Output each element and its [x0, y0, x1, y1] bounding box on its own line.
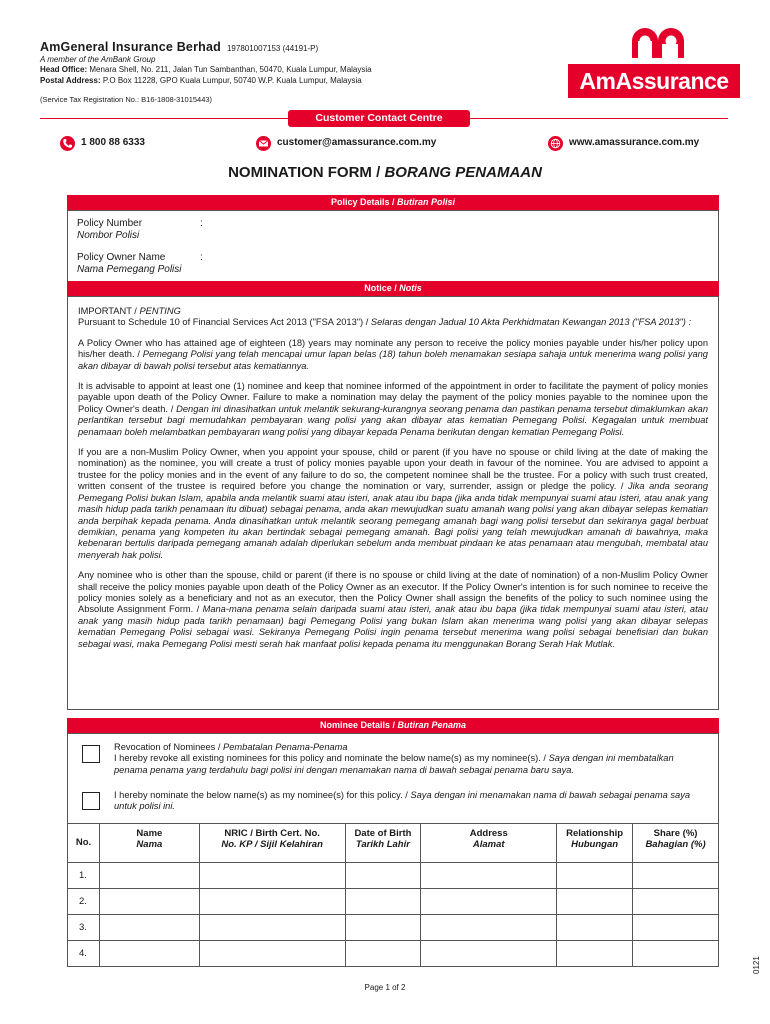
name-cell[interactable]	[99, 863, 199, 889]
head-office-address: Menara Shell, No. 211, Jalan Tun Sambanthan, 50470, Kuala Lumpur, Malaysia	[89, 65, 372, 74]
nric-cell[interactable]	[199, 889, 345, 915]
policy-details-bar-ms: Butiran Polisi	[397, 197, 456, 207]
share-cell[interactable]	[633, 863, 719, 889]
notice-paragraph-3	[78, 447, 708, 561]
revocation-checkbox[interactable]	[82, 745, 100, 763]
relationship-cell[interactable]	[557, 941, 633, 967]
p0-ms: Selaras dengan Jadual 10 Akta Perkhidmatan Kewangan 2013 ("FSA 2013") :	[370, 317, 692, 328]
amassurance-wordmark: AmAssurance	[568, 64, 740, 98]
form-version-code: 0121	[752, 956, 761, 974]
nominee-table	[67, 823, 719, 967]
policy-number-label-ms: Nombor Polisi	[77, 230, 140, 241]
col-nric-en: NRIC / Birth Cert. No.	[224, 828, 320, 839]
owner-name-field[interactable]: :	[200, 252, 203, 263]
row-number: 2.	[68, 889, 100, 915]
nominee-details-bar	[67, 718, 719, 733]
p4-ms: Mana-mana penama selain daripada suami atau isteri, anak atau ibu bapa (jika tidak mempunyai suami atau isteri, atau anak yang masih hidup pada tarikh penamaan) bagi Pemegang Polisi yang bukan Islam akan menerima wang polisi yang akan dibayar selepas kematian Pemegang Polisi sebagai wasi. Sekiranya Pemegang Polisi ingin penama tersebut menerima wang polisi sebagai benefisiari dan bukan sebagai wasi, maka Pemegang Polisi mesti serah hak manfaat polisi kepada penama itu menggunakan Borang Serah Hak Mutlak.	[78, 604, 708, 649]
contact-email	[256, 135, 436, 151]
col-dob-en: Date of Birth	[354, 828, 412, 839]
notice-paragraph-2	[78, 381, 708, 438]
company-header	[40, 42, 560, 106]
col-name	[99, 824, 199, 863]
table-row	[68, 941, 719, 967]
col-nric-ms: No. KP / Sijil Kelahiran	[221, 839, 323, 850]
p0-en: Pursuant to Schedule 10 of Financial Services Act 2013 ("FSA 2013") /	[78, 317, 371, 328]
dob-cell[interactable]	[345, 915, 421, 941]
dob-cell[interactable]	[345, 941, 421, 967]
address-cell[interactable]	[421, 941, 557, 967]
col-share	[633, 824, 719, 863]
name-cell[interactable]	[99, 889, 199, 915]
name-cell[interactable]	[99, 941, 199, 967]
postal-address-label: Postal Address:	[40, 75, 101, 85]
col-no: No.	[68, 824, 100, 863]
share-cell[interactable]	[633, 915, 719, 941]
relationship-cell[interactable]	[557, 889, 633, 915]
p3-ms: Jika anda seorang Pemegang Polisi bukan Islam, apabila anda melantik suami atau isteri, anak atau ibu bapa (jika anda tidak mempunyai suami atau isteri, atau anak yang masih hidup pada tarikh penamaan itu dibuat) sebagai penama, anda akan mewujudkan suatu amanah wang polisi yang akan dibayar selepas kematian anda berpihak kepada penama. Anda dinasihatkan untuk melantik seorang pemegang amanah bagi wang polisi tersebut dan sekiranya gagal berbuat demikian, penama yang kompeten itu akan bertindak sebagai pemegang amanah. Bagi polisi yang telah mewujudkan amanah di bawahnya, maka kebenaran bertulis daripada pemegang amanah adalah diperlukan sebelum anda membuat pindaan ke atas penamaan atau mengubah, membatal atau menyerah hak polisi.	[78, 481, 708, 560]
address-cell[interactable]	[421, 915, 557, 941]
address-cell[interactable]	[421, 889, 557, 915]
policy-details-bar-en: Policy Details /	[330, 197, 397, 207]
col-share-ms: Bahagian (%)	[645, 839, 706, 850]
group-member-text: A member of the AmBank Group	[40, 54, 156, 64]
p2-ms: Dengan ini dinasihatkan untuk melantik sekurang-kurangnya seorang penama dan pastikan penama tersebut dimaklumkan akan perlantikan tersebut bagi memudahkan pembayaran wang polisi yang akan dibayar atas kematian Pemegang Polisi. Kegagalan untuk membuat penamaan boleh melambatkan pembayaran wang polisi yang dibayar kepada Penama berikutan dengan kematian Pemegang Polisi.	[78, 403, 708, 437]
p1-en: A Policy Owner who has attained age of eighteen (18) years may nominate any person to receive the policy monies payable under his/her policy upon his/her death. /	[78, 337, 708, 360]
col-relationship-ms: Hubungan	[571, 839, 619, 850]
dob-cell[interactable]	[345, 889, 421, 915]
name-cell[interactable]	[99, 915, 199, 941]
important-heading	[78, 306, 708, 317]
table-row	[68, 915, 719, 941]
form-title-ms: BORANG PENAMAAN	[384, 164, 542, 181]
am-logo-mark-icon	[630, 24, 686, 58]
amassurance-logo	[568, 24, 740, 100]
col-relationship-en: Relationship	[566, 828, 624, 839]
company-name: AmGeneral Insurance Berhad	[40, 40, 221, 54]
notice-paragraph-4	[78, 570, 708, 650]
row-number: 3.	[68, 915, 100, 941]
nominee-table-header	[68, 824, 719, 863]
phone-number[interactable]: 1 800 88 6333	[81, 137, 145, 148]
notice-paragraph-fsa	[78, 317, 708, 328]
policy-number-label-en: Policy Number	[77, 218, 143, 229]
address-cell[interactable]	[421, 863, 557, 889]
col-relationship	[557, 824, 633, 863]
p1-ms: Pemegang Polisi yang telah mencapai umur lapan belas (18) tahun boleh menamakan sesiapa sahaja untuk menerima wang polisi yang akan dibayar di bawah polisi tersebut atas kematiannya.	[78, 349, 708, 371]
dob-cell[interactable]	[345, 863, 421, 889]
owner-name-label	[77, 252, 182, 276]
nric-cell[interactable]	[199, 941, 345, 967]
postal-address: P.O Box 11228, GPO Kuala Lumpur, 50740 W.P. Kuala Lumpur, Malaysia	[102, 75, 362, 85]
policy-details-bar	[67, 195, 719, 210]
form-title	[0, 164, 770, 181]
relationship-cell[interactable]	[557, 915, 633, 941]
table-row	[68, 889, 719, 915]
owner-name-label-en: Policy Owner Name	[77, 252, 166, 263]
notice-text	[78, 306, 708, 659]
relationship-cell[interactable]	[557, 863, 633, 889]
company-reg-no: 197801007153 (44191-P)	[226, 44, 319, 53]
col-name-en: Name	[136, 828, 163, 839]
policy-number-label	[77, 218, 142, 242]
nominate-text-ms: Saya dengan ini menamakan nama di bawah sebagai penama saya untuk polisi ini.	[114, 790, 691, 812]
form-title-en: NOMINATION FORM /	[228, 164, 385, 181]
p3-en: If you are a non-Muslim Policy Owner, when you appoint your spouse, child or parent (if you have no spouse or child living at the date of making the nomination) as the nominee, you will create a trust of policy monies payable upon your death in favour of the nominee. You are advised to appoint a trustee for the policy monies and in the event of any failure to do so, the competent nominee shall be the trustee. For a policy with such trust created, written consent of the trustee is required before you change the nomination or vary, surrender, assign or pledge the policy. /	[78, 447, 708, 492]
website-url[interactable]: www.amassurance.com.my	[569, 137, 700, 148]
col-dob	[345, 824, 421, 863]
share-cell[interactable]	[633, 889, 719, 915]
p4-en: Any nominee who is other than the spouse, child or parent (if there is no spouse or child living at the date of nomination) of a non-Muslim Policy Owner shall receive the policy monies payable upon death of the Policy Owner as an executor. If the Policy Owner's intention is for such nominee to receive the policy monies solely as a beneficiary and not as an executor, then the Policy Owner shall assign the benefits of the policy to such nominee using the Absolute Assignment Form. /	[78, 570, 708, 615]
col-nric	[199, 824, 345, 863]
col-share-en: Share (%)	[653, 828, 698, 839]
policy-number-field[interactable]: :	[200, 218, 203, 229]
nric-cell[interactable]	[199, 863, 345, 889]
notice-bar	[67, 281, 719, 296]
notice-bar-en: Notice /	[364, 283, 400, 293]
nominee-bar-ms: Butiran Penama	[397, 720, 467, 730]
important-en: IMPORTANT /	[78, 306, 140, 316]
important-ms: PENTING	[139, 306, 181, 316]
col-address	[421, 824, 557, 863]
revocation-text-en: I hereby revoke all existing nominees for this policy and nominate the below name(s) as my nominee(s). /	[114, 753, 549, 764]
contact-phone	[60, 135, 145, 151]
phone-icon	[60, 136, 75, 151]
notice-bar-ms: Notis	[399, 283, 422, 293]
table-row	[68, 863, 719, 889]
head-office-label: Head Office:	[40, 65, 88, 74]
notice-paragraph-1	[78, 338, 708, 372]
nominate-text	[114, 790, 704, 813]
page-number: Page 1 of 2	[364, 983, 406, 992]
nric-cell[interactable]	[199, 915, 345, 941]
p2-en: It is advisable to appoint at least one (1) nominee and keep that nominee informed of the appointment in order to facilitate the payment of policy monies payable upon death of the Policy Owner. Failure to make a nomination may delay the payment of the policy monies payable to the nominee upon the Policy Owner's death. /	[78, 381, 708, 414]
contact-centre-title: Customer Contact Centre	[288, 110, 470, 127]
col-address-ms: Alamat	[472, 839, 505, 850]
revocation-text	[114, 742, 704, 776]
nominate-text-en: I hereby nominate the below name(s) as my nominee(s) for this policy. /	[114, 790, 411, 800]
revocation-text-ms: Saya dengan ini membatalkan penama penama yang terdahulu bagi polisi ini dengan menamakan nama di bawah sebagai penama baru saya.	[114, 753, 674, 775]
share-cell[interactable]	[633, 941, 719, 967]
row-number: 1.	[68, 863, 100, 889]
nominate-checkbox[interactable]	[82, 792, 100, 810]
col-address-en: Address	[469, 828, 508, 839]
email-icon	[256, 136, 271, 151]
nominee-bar-en: Nominee Details /	[319, 720, 398, 730]
revocation-title-en: Revocation of Nominees /	[114, 742, 224, 752]
email-address[interactable]: customer@amassurance.com.my	[277, 137, 437, 148]
col-dob-ms: Tarikh Lahir	[355, 839, 410, 850]
row-number: 4.	[68, 941, 100, 967]
globe-icon	[548, 136, 563, 151]
revocation-title-ms: Pembatalan Penama-Penama	[223, 742, 348, 752]
contact-website	[548, 135, 699, 151]
owner-name-label-ms: Nama Pemegang Polisi	[77, 264, 182, 275]
sst-registration: (Service Tax Registration No.: B16-1808-31015443)	[40, 95, 213, 104]
col-name-ms: Nama	[136, 839, 163, 850]
